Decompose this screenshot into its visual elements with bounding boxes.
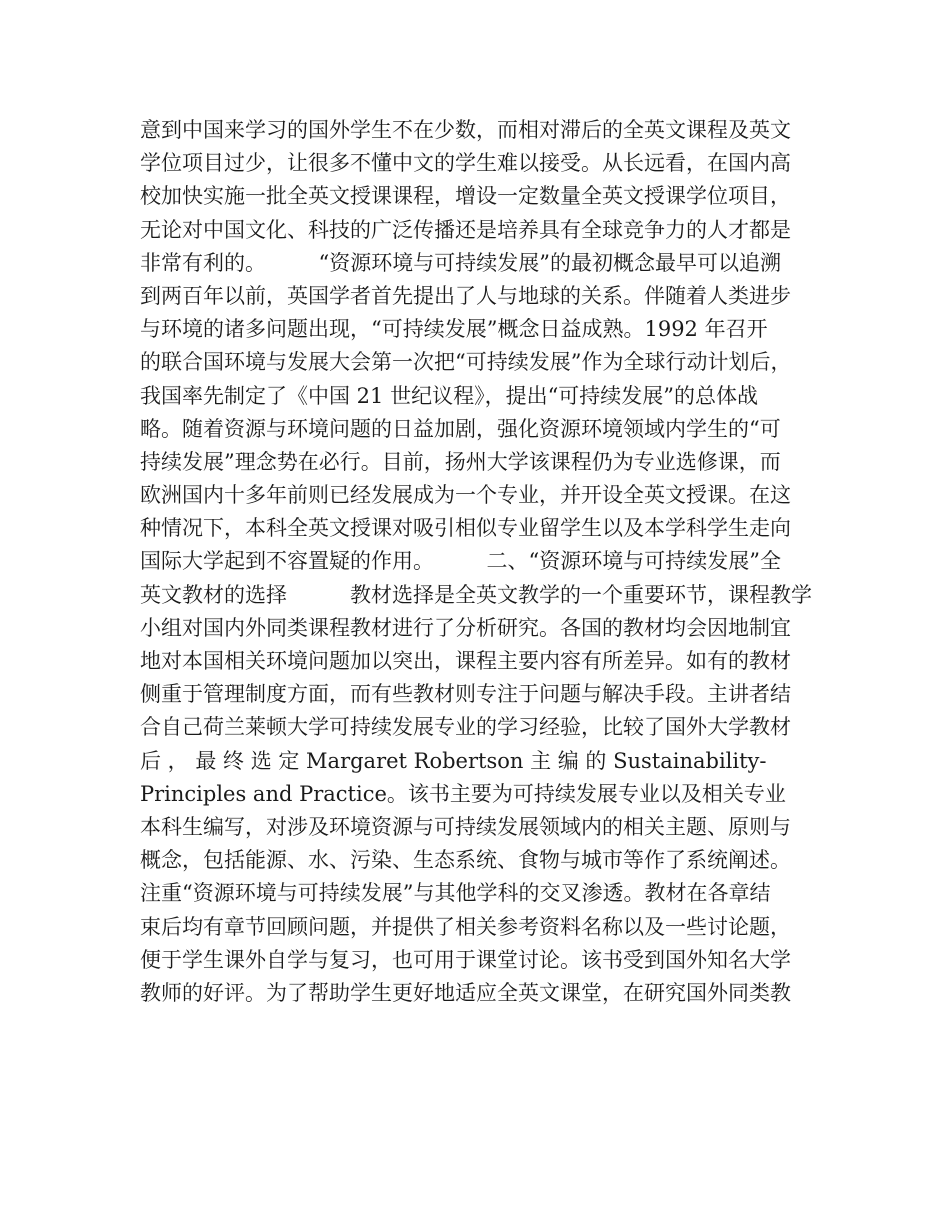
text-line: 略。随着资源与环境问题的日益加剧，强化资源环境领域内学生的“可: [140, 416, 781, 441]
body-text: [140, 114, 820, 1010]
text-line: 地对本国相关环境问题加以突出，课程主要内容有所差异。如有的教材: [140, 649, 791, 673]
text-line: Principles and Practice。该书主要为可持续发展专业以及相关专业: [140, 781, 786, 806]
text-line: 种情况下，本科全英文授课对吸引相似专业留学生以及本学科学生走向: [140, 516, 791, 541]
text-line: 便于学生课外自学与复习，也可用于课堂讨论。该书受到国外知名大学: [140, 947, 791, 972]
text-line: 校加快实施一批全英文授课课程，增设一定数量全英文授课学位项目，: [140, 184, 791, 209]
text-line: 后 ， 最 终 选 定 Margaret Robertson 主 编 的 Sustainability-: [140, 748, 767, 773]
text-line: 与环境的诸多问题出现，“可持续发展”概念日益成熟。1992 年召开: [140, 317, 768, 342]
text-line: 国际大学起到不容置疑的作用。 二、“资源环境与可持续发展”全: [140, 549, 781, 574]
text-line: 英文教材的选择 教材选择是全英文教学的一个重要环节，课程教学: [140, 582, 812, 607]
text-line: 概念，包括能源、水、污染、生态系统、食物与城市等作了系统阐述。: [140, 848, 791, 873]
text-line: 注重“资源环境与可持续发展”与其他学科的交叉渗透。教材在各章结: [140, 881, 771, 906]
text-line: 到两百年以前，英国学者首先提出了人与地球的关系。伴随着人类进步: [140, 283, 791, 308]
text-line: 教师的好评。为了帮助学生更好地适应全英文课堂，在研究国外同类教: [140, 980, 791, 1005]
text-line: 侧重于管理制度方面，而有些教材则专注于问题与解决手段。主讲者结: [140, 682, 791, 707]
text-line: 束后均有章节回顾问题，并提供了相关参考资料名称以及一些讨论题，: [140, 914, 791, 939]
text-line: 小组对国内外同类课程教材进行了分析研究。各国的教材均会因地制宜: [140, 615, 791, 640]
text-line: 我国率先制定了《中国 21 世纪议程》，提出“可持续发展”的总体战: [140, 383, 759, 408]
text-line: 学位项目过少，让很多不懂中文的学生难以接受。从长远看，在国内高: [140, 151, 791, 176]
text-line: 合自己荷兰莱顿大学可持续发展专业的学习经验，比较了国外大学教材: [140, 715, 791, 740]
text-line: 无论对中国文化、科技的广泛传播还是培养具有全球竞争力的人才都是: [140, 217, 791, 242]
text-line: 非常有利的。 “资源环境与可持续发展”的最初概念最早可以追溯: [140, 250, 781, 275]
text-line: 意到中国来学习的国外学生不在少数，而相对滞后的全英文课程及英文: [140, 118, 791, 142]
text-line: 欧洲国内十多年前则已经发展成为一个专业，并开设全英文授课。在这: [140, 483, 791, 508]
text-line: 的联合国环境与发展大会第一次把“可持续发展”作为全球行动计划后，: [140, 350, 792, 375]
text-line: 持续发展”理念势在必行。目前，扬州大学该课程仍为专业选修课，而: [140, 449, 781, 474]
text-line: 本科生编写，对涉及环境资源与可持续发展领域内的相关主题、原则与: [140, 814, 791, 839]
